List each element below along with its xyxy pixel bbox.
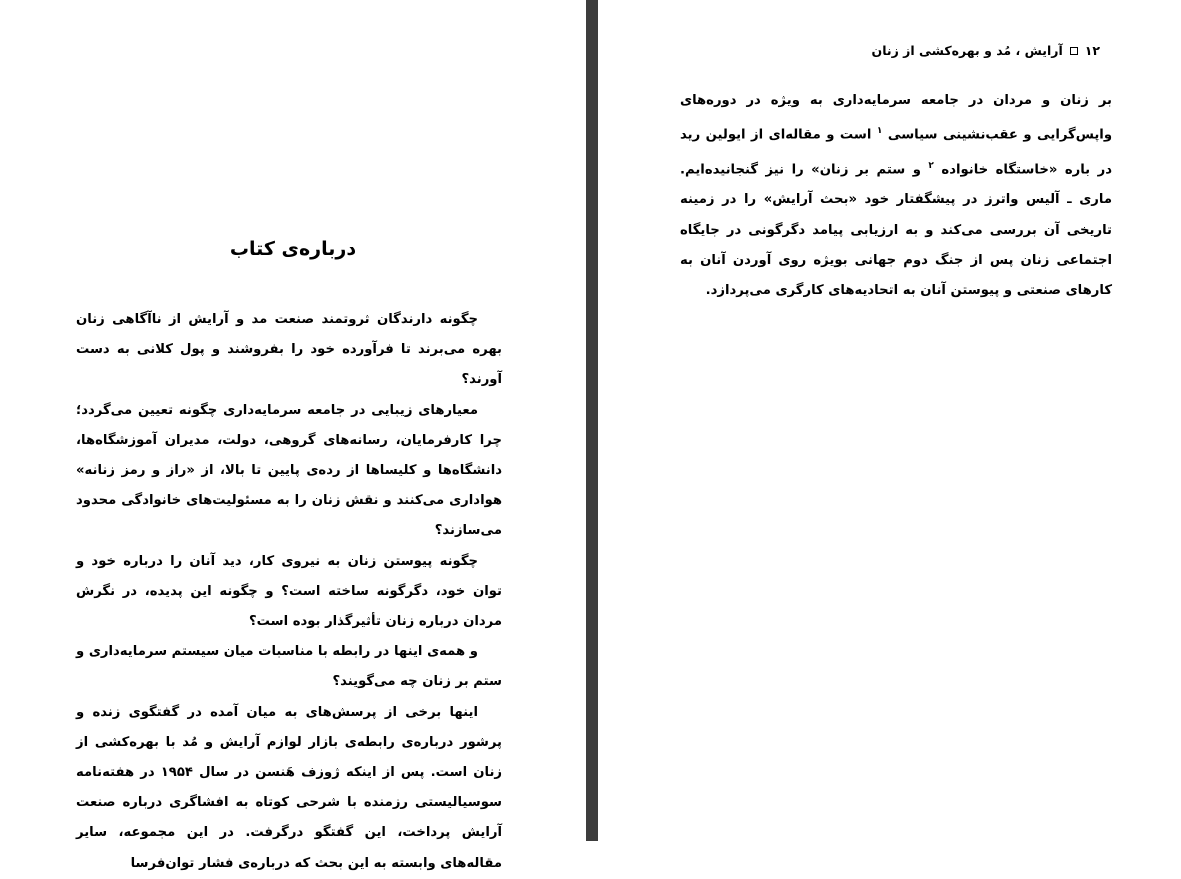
footnote-ref[interactable]: ۲ xyxy=(928,160,934,171)
paragraph: چگونه دارندگان ثروتمند صنعت مد و آرایش از ناآگاهی زنان بهره می‌برند تا فرآورده خود را بفروشند و پول کلانی به دست آورند؟ xyxy=(76,312,502,388)
footnote-ref[interactable]: ۱ xyxy=(876,126,883,137)
running-title: آرایش ، مُد و بهره‌کشی از زنان xyxy=(871,43,1063,58)
body-text: بر زنان و مردان در جامعه سرمایه‌داری به ویژه در دوره‌های واپس‌گرایی و عقب‌نشینی سیاسی xyxy=(680,93,1113,143)
paragraph: چگونه پیوستن زنان به نیروی کار، دید آنان را درباره خود و توان خود، دگرگونه ساخته است؟ و چگونه این پدیده، در نگرش مردان درباره زنان تأثیرگذار بوده است؟ xyxy=(76,553,502,630)
left-body-text xyxy=(76,305,502,879)
paragraph: اینها برخی از پرسش‌های به میان آمده در گفتگوی زنده و پرشور درباره‌ی رابطه‌ی بازار لوازم آرایش و مُد با بهره‌کشی از زنان است. پس از اینکه ژوزف هَنسن در سال ۱۹۵۴ در هفته‌نامه سوسیالیستی رزمنده با شرحی کوتاه به افشاگری درباره صنعت آرایش پرداخت، این گفتگو درگرفت. در این مجموعه، سایر مقاله‌های وابسته به این بحث که درباره‌ی فشار توان‌فرسا xyxy=(76,704,502,871)
right-body-text xyxy=(680,86,1112,306)
paragraph: معیارهای زیبایی در جامعه سرمایه‌داری چگونه تعیین می‌گردد؛ چرا کارفرمایان، رسانه‌های گروهی، دولت، مدیران آموزشگاه‌ها، دانشگاه‌ها و کلیساها از رده‌ی پایین تا بالا، از «راز و رمز زنانه» هواداری می‌کنند و نقش زنان را به مسئولیت‌های خانوادگی محدود می‌سازند؟ xyxy=(76,402,502,539)
book-gutter xyxy=(586,0,598,841)
paragraph: و همه‌ی اینها در رابطه با مناسبات میان سیستم سرمایه‌داری و ستم بر زنان چه می‌گویند؟ xyxy=(76,644,502,690)
body-text: است و مقاله‌ای از ایولین رید در باره «خاستگاه خانواده xyxy=(680,127,1112,178)
page-number: ۱۲ xyxy=(1084,43,1100,58)
body-text: و ستم بر زنان» را نیز گنجانیده‌ایم. ماری ـ آلیس واترز در پیشگفتار خود «بحث آرایش» را در زمینه تاریخی آن بررسی می‌کند و به ارزیابی پیامد دگرگونی در جایگاه اجتماعی زنان پس از جنگ دوم جهانی بویژه روی آوردن آنان به کارهای صنعتی و پیوستن آنان به اتحادیه‌های کارگری می‌پردازد. xyxy=(680,162,1112,298)
paragraph xyxy=(680,86,1112,306)
left-page xyxy=(0,0,586,871)
square-bullet-icon xyxy=(1070,47,1078,55)
running-header xyxy=(720,43,1100,58)
chapter-title: درباره‌ی کتاب xyxy=(229,238,357,260)
